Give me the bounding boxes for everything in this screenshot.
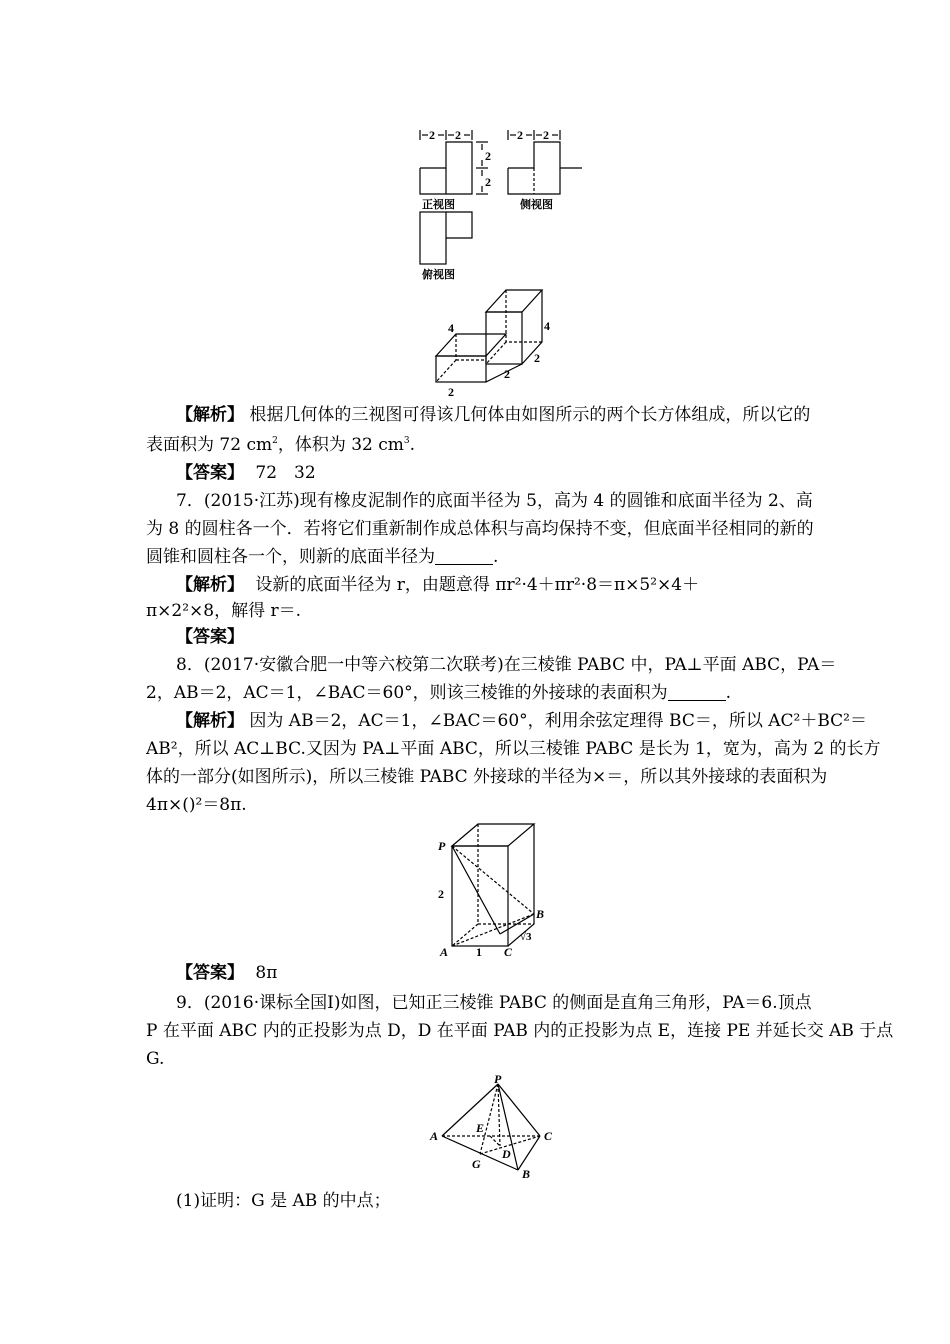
dim-label: 2 [517,128,523,142]
q7-period: . [493,547,499,567]
dim-label: √3 [520,931,532,943]
q8-answer: 8π [255,963,278,983]
q7-analysis-text: π×2²×8，解得 r＝. [146,601,302,621]
q9-question-line1 [176,992,812,1014]
q8-analysis-text: 4π×()²＝8π. [146,795,247,815]
q6-volume-unit-exp: 3 [403,436,410,446]
pyramid-drawing [428,1074,568,1182]
q7-analysis-line2 [146,600,301,622]
q9-subquestion: (1)证明：G 是 AB 的中点； [176,1191,391,1211]
dim-label: 1 [476,945,482,958]
two-boxes-figure [420,286,560,398]
analysis-tag: 【解析】 [176,575,244,595]
q8-analysis-line1 [176,710,867,732]
point-label: E [476,1121,485,1135]
q6-analysis-text: 根据几何体的三视图可得该几何体由如图所示的两个长方体组成，所以它的 [249,405,811,425]
q6-period: . [409,435,416,455]
q7-text: 为 8 的圆柱各一个．若将它们重新制作成总体积与高均保持不变，但底面半径相同的新的 [146,519,814,539]
three-views-figure [412,124,582,284]
q8-text: 2，AB＝2，AC＝1，∠BAC＝60°，则该三棱锥的外接球的表面积为 [146,683,668,703]
dim-label: 2 [504,367,510,381]
q6-area-text: 表面积为 72 cm [146,435,273,455]
q8-question-line2 [146,682,731,704]
dim-label: 2 [485,175,491,189]
q8-analysis-line3 [146,766,827,788]
analysis-tag: 【解析】 [176,711,244,731]
point-label: D [502,1147,511,1161]
q7-analysis-text: 设新的底面半径为 r，由题意得 πr²·4＋πr²·8＝π×5²×4＋ [255,575,700,595]
dim-label: 2 [455,128,461,142]
point-label: P [494,1074,502,1086]
caption-top-view: 俯视图 [422,268,455,281]
point-label: A [430,1129,439,1143]
point-label: B [522,1167,531,1181]
answer-tag: 【答案】 [176,627,244,647]
two-boxes-drawing [420,286,560,398]
q8-analysis-text: 因为 AB＝2，AC＝1，∠BAC＝60°，利用余弦定理得 BC＝，所以 AC²＋BC²＝ [249,711,867,731]
q7-text: 7．(2015·江苏)现有橡皮泥制作的底面半径为 5，高为 4 的圆锥和底面半径为 2、高 [176,491,813,511]
answer-blank [668,686,726,701]
q7-question-line3 [146,546,498,568]
three-views-drawing [412,124,582,284]
q8-analysis-line4 [146,794,247,816]
dim-label: 2 [534,351,540,365]
point-label: G [472,1157,481,1171]
q8-period: . [725,683,732,703]
analysis-tag: 【解析】 [176,405,244,425]
q9-sub1-line [176,1190,391,1212]
prism-drawing [432,818,552,958]
caption-side-view: 侧视图 [520,198,553,211]
point-label: P [438,839,446,853]
q7-analysis-line1 [176,574,699,596]
q6-area-unit-exp: 2 [272,436,278,446]
dim-label: 2 [485,149,491,163]
q8-analysis-text: 体的一部分(如图所示)，所以三棱锥 PABC 外接球的半径为×＝，所以其外接球的表面积为 [146,767,828,787]
q7-question-line1 [176,490,813,512]
dim-label: 2 [448,385,454,398]
q8-question-line1 [176,654,836,676]
q8-text: 8．(2017·安徽合肥一中等六校第二次联考)在三棱锥 PABC 中，PA⊥平面 ABC，PA＝ [176,655,837,675]
dim-label: 2 [429,128,435,142]
q9-text: P 在平面 ABC 内的正投影为点 D，D 在平面 PAB 内的正投影为点 E，连接 PE 并延长交 AB 于点 [146,1021,894,1041]
q9-question-line2 [146,1020,893,1042]
pyramid-figure [428,1074,568,1182]
q6-analysis-line1 [176,404,810,426]
dim-label: 2 [543,128,549,142]
q7-answer-line [176,626,244,648]
q9-text: G. [146,1049,165,1069]
dim-label: 4 [448,321,454,335]
dim-label: 4 [544,319,550,333]
answer-tag: 【答案】 [176,963,244,983]
point-label: C [504,945,513,958]
q9-question-line3 [146,1048,164,1070]
q9-text: 9．(2016·课标全国Ⅰ)如图，已知正三棱锥 PABC 的侧面是直角三角形，PA＝6.顶点 [176,993,812,1013]
point-label: A [440,945,449,958]
q6-answer: 72 32 [255,463,316,483]
dim-label: 2 [438,887,444,901]
q6-volume-text: ，体积为 32 cm [277,435,404,455]
q8-analysis-line2 [146,738,881,760]
point-label: C [544,1129,553,1143]
q7-text: 圆锥和圆柱各一个，则新的底面半径为 [146,547,435,567]
prism-figure [432,818,552,958]
answer-tag: 【答案】 [176,463,244,483]
q8-analysis-text: AB²，所以 AC⊥BC.又因为 PA⊥平面 ABC，所以三棱锥 PABC 是长为 1，宽为，高为 2 的长方 [146,739,881,759]
point-label: B [536,907,545,921]
q6-answer-line [176,462,316,484]
q6-analysis-line2 [146,434,415,456]
q8-answer-line [176,962,277,984]
caption-front-view: 正视图 [422,198,455,211]
q7-question-line2 [146,518,814,540]
answer-blank [435,550,493,565]
